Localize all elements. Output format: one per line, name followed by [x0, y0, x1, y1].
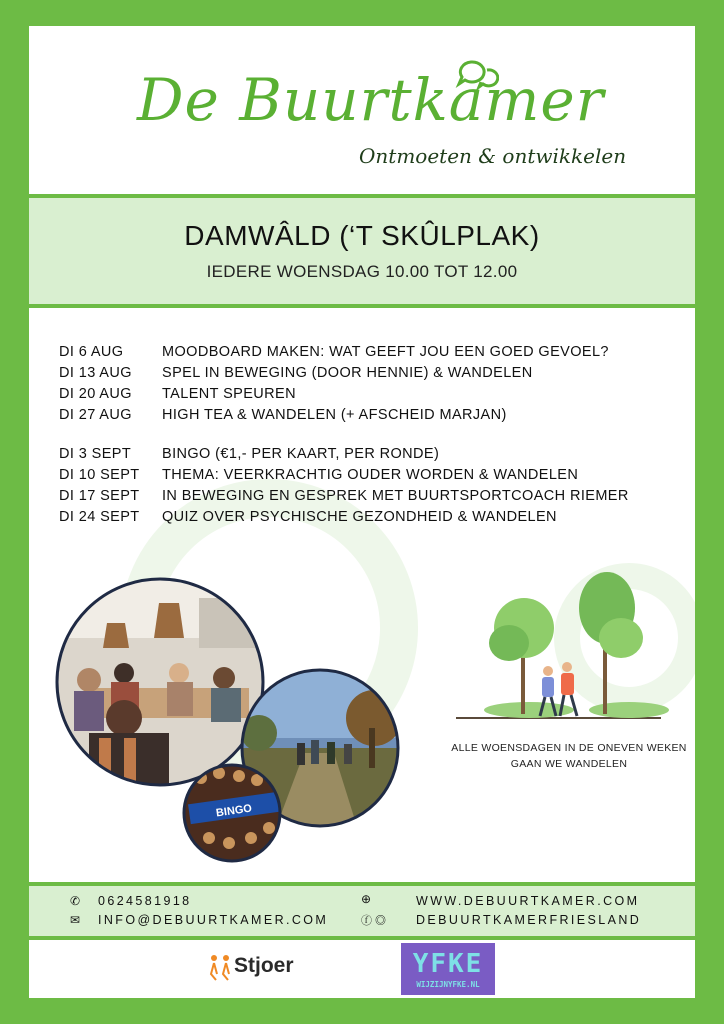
contact-bar — [29, 886, 695, 936]
schedule-date: DI 3 SEPT — [59, 446, 132, 462]
partner-logos — [29, 940, 695, 998]
bingo-label: BINGO — [215, 802, 253, 820]
walking-caption: ALLE WOENSDAGEN IN DE ONEVEN WEKEN GAAN WE WANDELEN — [451, 742, 687, 770]
brand-logo-text: De Buurtkamer — [137, 66, 605, 134]
yfke-url: WIJZIJNYFKE.NL — [416, 980, 480, 989]
stjoer-icon — [207, 952, 233, 982]
schedule-date: DI 27 AUG — [59, 407, 132, 423]
photo-collage — [29, 308, 695, 882]
main-panel — [29, 308, 695, 882]
schedule-date: DI 24 SEPT — [59, 509, 140, 525]
speech-bubble-icon — [449, 56, 499, 106]
header-panel — [29, 26, 695, 194]
schedule-date: DI 13 AUG — [59, 365, 132, 381]
phone-number[interactable]: 0624581918 — [98, 894, 192, 908]
yfke-logo — [401, 943, 495, 995]
schedule-activity: IN BEWEGING EN GESPREK MET BUURTSPORTCOACH RIEMER — [162, 488, 629, 504]
brand-tagline: Ontmoeten & ontwikkelen — [359, 144, 627, 168]
walking-illustration — [456, 572, 669, 718]
schedule-activity: TALENT SPEUREN — [162, 386, 296, 402]
schedule-date: DI 17 SEPT — [59, 488, 140, 504]
schedule-activity: BINGO (€1,- PER KAART, PER RONDE) — [162, 446, 440, 462]
title-band — [29, 198, 695, 304]
yfke-logo-text: YFKE — [412, 949, 484, 979]
globe-icon: ⊕ — [361, 892, 372, 906]
schedule-activity: SPEL IN BEWEGING (DOOR HENNIE) & WANDELEN — [162, 365, 533, 381]
mail-icon: ✉ — [70, 913, 81, 927]
schedule-activity: QUIZ OVER PSYCHISCHE GEZONDHEID & WANDELEN — [162, 509, 557, 525]
schedule-activity: THEMA: VEERKRACHTIG OUDER WORDEN & WANDELEN — [162, 467, 579, 483]
venue-title: DAMWÂLD (‘T SKÛLPLAK) — [184, 220, 540, 251]
schedule-activity: MOODBOARD MAKEN: WAT GEEFT JOU EEN GOED GEVOEL? — [162, 344, 609, 360]
phone-icon: ✆ — [70, 894, 81, 908]
stjoer-logo: Stjoer — [234, 954, 294, 977]
schedule-activity: HIGH TEA & WANDELEN (+ AFSCHEID MARJAN) — [162, 407, 507, 423]
schedule-subtitle: IEDERE WOENSDAG 10.00 TOT 12.00 — [206, 262, 518, 281]
website-link[interactable]: WWW.DEBUURTKAMER.COM — [416, 894, 640, 908]
social-handle[interactable]: DEBUURTKAMERFRIESLAND — [416, 913, 642, 927]
schedule-date: DI 10 SEPT — [59, 467, 140, 483]
schedule-date: DI 6 AUG — [59, 344, 124, 360]
facebook-instagram-icon: ⓕ ◎ — [361, 915, 387, 927]
email-address[interactable]: INFO@DEBUURTKAMER.COM — [98, 913, 329, 927]
schedule-date: DI 20 AUG — [59, 386, 132, 402]
